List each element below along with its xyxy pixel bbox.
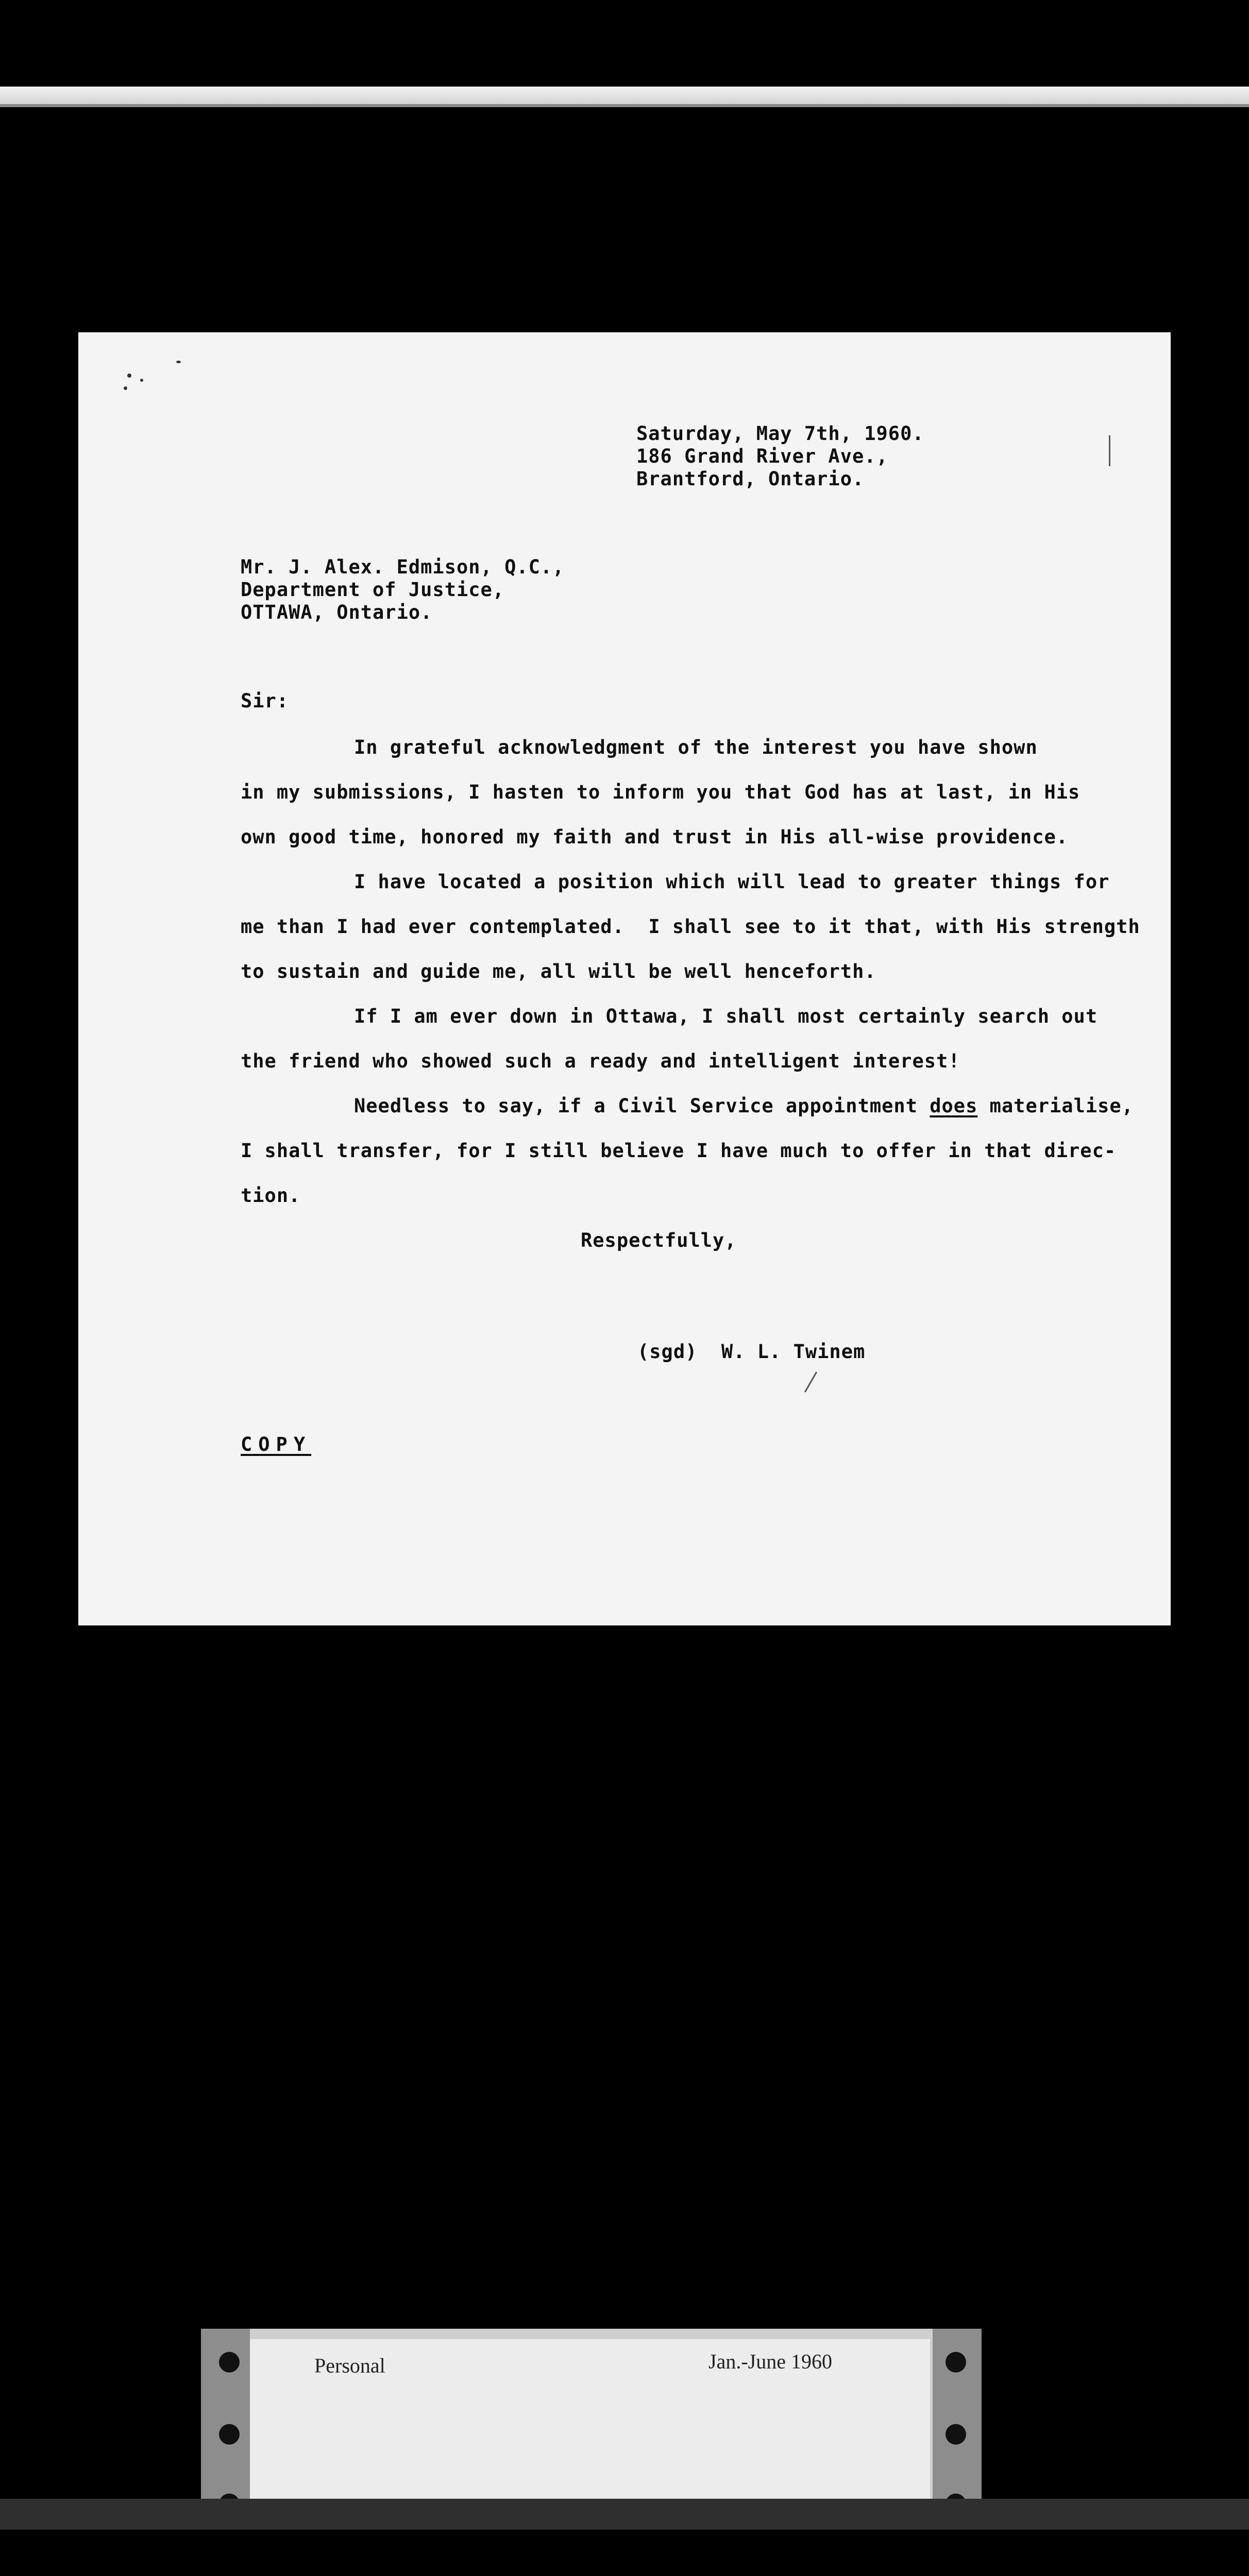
punch-hole [946,2424,966,2445]
paragraph-line [354,1096,1134,1115]
tab-label-personal: Personal [314,2354,385,2377]
tab-label-date-range: Jan.-June 1960 [708,2350,832,2373]
scratch [804,1371,817,1392]
punch-hole [946,2352,966,2372]
salutation: Sir: [241,690,289,712]
paragraph-line: tion. [241,1184,301,1207]
letter-address-city: Brantford, Ontario. [636,468,865,490]
recipient-name: Mr. J. Alex. Edmison, Q.C., [241,556,565,578]
speck [127,374,131,378]
tab-label-area [250,2339,930,2522]
paragraph-line: in my submissions, I hasten to inform you that God has at last, in His [241,781,1081,803]
text-run: Needless to say, if a Civil Service appointment [354,1095,930,1117]
paragraph-line: me than I had ever contemplated. I shall see to it that, with His strength [241,916,1140,938]
paragraph-line: In grateful acknowledgment of the interest you have shown [354,736,1038,758]
closing: Respectfully, [581,1229,737,1251]
paragraph-line: If I am ever down in Ottawa, I shall most certainly search out [354,1005,1098,1027]
film-bottom-strip [0,2499,1249,2530]
emphasized-word: does [930,1095,978,1117]
paragraph-line: to sustain and guide me, all will be well henceforth. [241,960,876,982]
recipient-city: OTTAWA, Ontario. [241,601,433,623]
letter-page [78,332,1171,1625]
punch-hole [219,2424,240,2445]
copy-mark: COPY [241,1433,312,1455]
paragraph-line: the friend who showed such a ready and intelligent interest! [241,1050,960,1072]
file-tab [201,2329,982,2524]
letter-date: Saturday, May 7th, 1960. [636,422,924,445]
punch-hole [219,2352,240,2372]
speck [124,386,127,390]
paragraph-line: I shall transfer, for I still believe I have much to offer in that direc- [241,1140,1117,1162]
paragraph-line: I have located a position which will lead to greater things for [354,871,1110,893]
scratch [1109,435,1110,466]
speck [140,379,143,382]
speck [176,361,181,363]
text-run: materialise, [977,1095,1134,1117]
signature: (sgd) W. L. Twinem [637,1341,866,1363]
film-top-strip [0,87,1249,107]
letter-address-street: 186 Grand River Ave., [636,445,888,467]
recipient-department: Department of Justice, [241,579,505,601]
paragraph-line: own good time, honored my faith and trust in His all-wise providence. [241,826,1069,848]
